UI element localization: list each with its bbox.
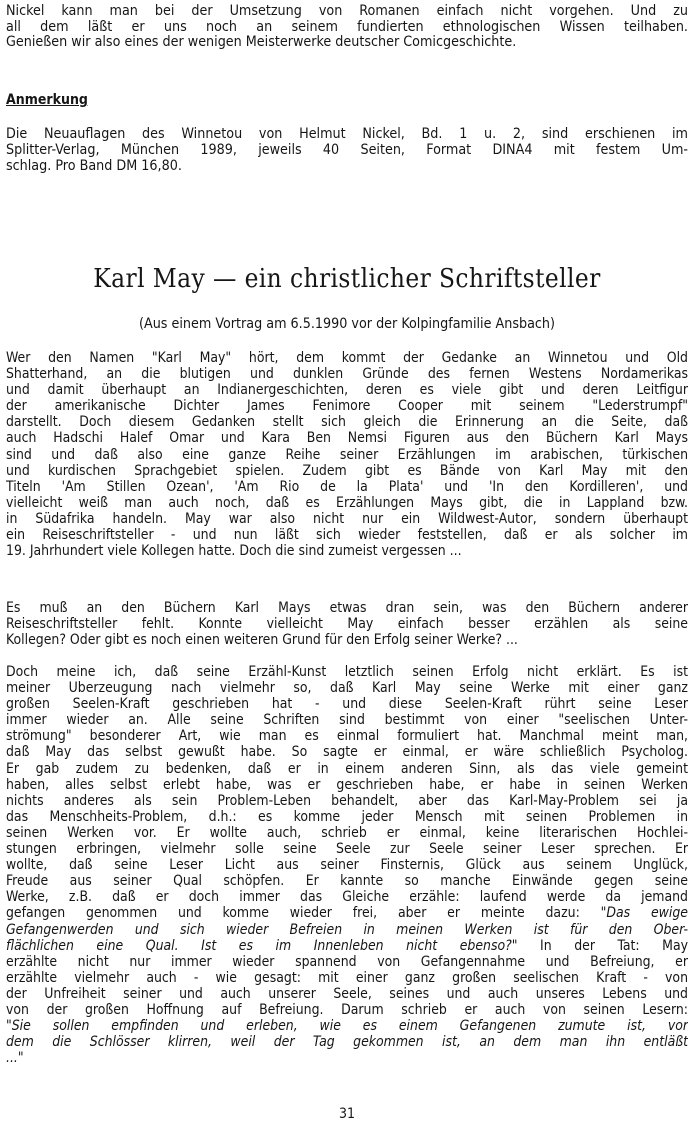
body-line: erzählte nicht nur immer wieder spannend von Gefangennahme und Befreiung, er <box>6 953 688 970</box>
body-line: in Südafrika handeln. May war also nicht nur ein Wildwest-Autor, sondern überhaupt <box>6 510 688 527</box>
intro-paragraph <box>6 4 688 51</box>
quote-line: "Sie sollen empfinden und erleben, wie es einem Gefangenen zumute ist, vor <box>6 1018 688 1035</box>
body-line: wollte, daß seine Leser Licht aus seiner Finsternis, Glück aus seinem Unglück, <box>6 857 688 874</box>
body-line: vielleicht weiß man auch noch, daß es Erzählungen Mays gibt, die in Lappland bzw. <box>6 494 688 511</box>
note-line: Splitter-Verlag, München 1989, jeweils 40 Seiten, Format DINA4 mit festem Um- <box>6 142 688 158</box>
body-line: und damit überhaupt an Indianergeschichten, deren es viele gibt und deren Leitfigur <box>6 382 688 399</box>
intro-line: all dem läßt er uns noch an seinem fundierten ethnologischen Wissen teilhaben. <box>6 19 688 35</box>
body-line: haben, alles selbst erlebt habe, was er geschrieben habe, er habe in seinen Werken <box>6 776 688 793</box>
body-line: sind und daß also eine ganze Reihe seiner Erzählungen im arabischen, türkischen <box>6 446 688 463</box>
document-page <box>6 0 688 1130</box>
paragraph-1 <box>6 350 688 559</box>
body-line: strömung" besonderer Art, wie man es einmal formuliert hat. Manchmal meint man, <box>6 728 688 745</box>
body-line: darstellt. Doch diesem Gedanken stellt sich gleich die Erinnerung an die Seite, daß <box>6 414 688 431</box>
body-line: meiner Überzeugung nach vielmehr so, daß Karl May seine Werke mit einer ganz <box>6 680 688 697</box>
quote-line: ..." <box>6 1050 24 1067</box>
article-subtitle: (Aus einem Vortrag am 6.5.1990 vor der Kolpingfamilie Ansbach) <box>139 316 555 332</box>
body-line <box>6 905 688 921</box>
body-line: nichts anderes als sein Problem-Leben behandelt, aber das Karl-May-Problem sei ja <box>6 792 688 809</box>
body-line: Wer den Namen "Karl May" hört, dem kommt der Gedanke an Winnetou und Old <box>6 350 688 366</box>
body-line: Reiseschriftsteller fehlt. Konnte vielleicht May einfach besser erzählen als seine <box>6 616 688 633</box>
body-line: daß May das selbst gewußt habe. So sagte er einmal, er wäre schließlich Psycholog. <box>6 744 688 761</box>
body-line: auch Hadschi Halef Omar und Kara Ben Nemsi Figuren aus den Büchern Karl Mays <box>6 430 688 447</box>
note-line: Die Neuauflagen des Winnetou von Helmut Nickel, Bd. 1 u. 2, sind erschienen im <box>6 126 688 142</box>
body-line: das Menschheits-Problem, d.h.: es komme jeder Mensch mit seinen Problemen in <box>6 808 688 825</box>
body-line: großen Seelen-Kraft geschrieben hat - und diese Seelen-Kraft rührt seine Leser <box>6 696 688 713</box>
quote-text: flächlichen eine Qual. Ist es im Innenleben nicht ebenso?" <box>6 937 518 954</box>
intro-line: Genießen wir also eines der wenigen Meisterwerke deutscher Comicgeschichte. <box>6 35 517 50</box>
paragraph-2 <box>6 600 688 648</box>
body-line: erzählte vielmehr auch - wie gesagt: mit einer ganz großen seelischen Kraft - von <box>6 969 688 986</box>
body-text: gefangen genommen und komme wieder frei, aber er meinte dazu: <box>6 905 601 922</box>
page-number: 31 <box>338 1106 356 1122</box>
quote-line: dem die Schlösser klirren, weil der Tag gekommen ist, an dem man ihn entläßt <box>6 1034 688 1051</box>
body-line: der amerikanische Dichter James Fenimore Cooper mit seinem "Lederstrumpf" <box>6 398 688 415</box>
body-line: Freude aus seiner Qual schöpfen. Er kannte so manche Einwände gegen seine <box>6 873 688 890</box>
body-line: Titeln 'Am Stillen Ozean', 'Am Rio de la Plata' und 'In den Kordilleren', und <box>6 478 688 495</box>
intro-line: Nickel kann man bei der Umsetzung von Romanen einfach nicht vorgehen. Und zu <box>6 4 688 19</box>
body-line: immer wieder an. Alle seine Schriften sind bestimmt von einer "seelischen Unter- <box>6 712 688 729</box>
quote-line: Gefangenwerden und sich wieder Befreien in meinen Werken ist für den Ober- <box>6 921 688 938</box>
body-line: und kurdischen Sprachgebiet spielen. Zudem gibt es Bände von Karl May mit den <box>6 462 688 479</box>
body-line <box>6 938 688 954</box>
body-text: In der Tat: May <box>517 937 688 954</box>
body-line: Er gab zudem zu bedenken, daß er in einem anderen Sinn, als das viele gemeint <box>6 760 688 777</box>
body-line: Werke, z.B. daß er doch immer das Gleiche erzähle: laufend werde da jemand <box>6 889 688 906</box>
body-line: ein Reiseschriftsteller - und nun läßt sich wieder feststellen, daß er als solcher im <box>6 527 688 544</box>
body-line: Shatterhand, an die blutigen und dunklen Gründe des fernen Westens Nordamerikas <box>6 366 688 383</box>
paragraph-3 <box>6 664 688 1066</box>
body-line: Es muß an den Büchern Karl Mays etwas dran sein, was den Büchern anderer <box>6 600 688 616</box>
note-heading: Anmerkung <box>6 92 88 108</box>
body-line: Doch meine ich, daß seine Erzähl-Kunst letztlich seinen Erfolg nicht erklärt. Es ist <box>6 664 688 680</box>
quote-text: "Das ewige <box>600 905 688 922</box>
body-line: seinen Werken vor. Er wollte auch, schrieb er einmal, keine literarischen Hochlei- <box>6 824 688 841</box>
note-line: schlag. Pro Band DM 16,80. <box>6 158 182 174</box>
article-title: Karl May — ein christlicher Schriftsteller <box>93 264 601 294</box>
body-line: 19. Jahrhundert viele Kollegen hatte. Doch die sind zumeist vergessen ... <box>6 543 462 560</box>
body-line: stungen erbringen, vielmehr solle seine Seele zur Seele seiner Leser sprechen. Er <box>6 841 688 858</box>
body-line: der Unfreiheit seiner und auch unserer Seele, seines und auch unseres Lebens und <box>6 985 688 1002</box>
body-line: Kollegen? Oder gibt es noch einen weiteren Grund für den Erfolg seiner Werke? ... <box>6 632 518 649</box>
note-paragraph <box>6 126 688 174</box>
body-line: von der großen Hoffnung auf Befreiung. Darum schrieb er auch von seinen Lesern: <box>6 1001 688 1018</box>
